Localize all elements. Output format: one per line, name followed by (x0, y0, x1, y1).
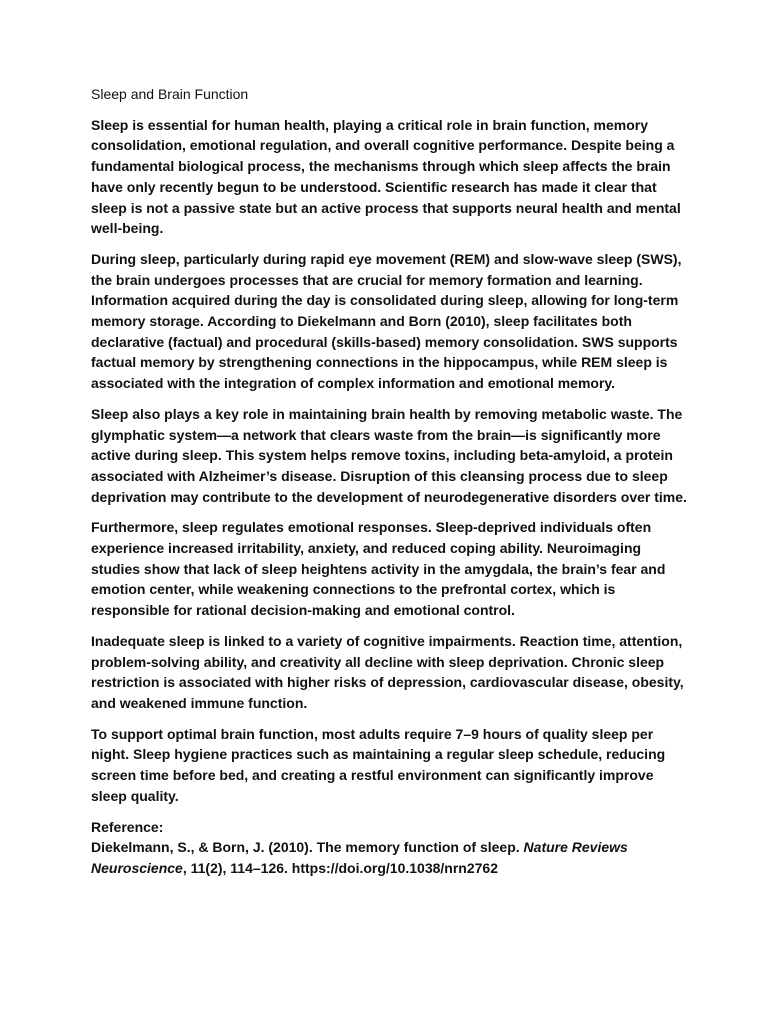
paragraph-recommendations: To support optimal brain function, most adults require 7–9 hours of quality sleep per night. Sleep hygiene practices such as maintaining a regular sleep schedule, reducing screen time before bed, and creating a restful environment can significantly improve sleep quality. (91, 725, 666, 804)
reference-citation (91, 837, 691, 878)
reference-authors-title: Diekelmann, S., & Born, J. (2010). The memory function of sleep. (91, 839, 524, 856)
paragraph-emotion: Furthermore, sleep regulates emotional responses. Sleep-deprived individuals often experience increased irritability, anxiety, and reduced coping ability. Neuroimaging studies show that lack of sleep heightens activity in the amygdala, the brain’s fear and emotion center, while weakening connections to the prefrontal cortex, which is responsible for rational decision-making and emotional control. (91, 519, 666, 619)
document-page (91, 84, 691, 879)
paragraph-cognitive: Inadequate sleep is linked to a variety of cognitive impairments. Reaction time, attention, problem-solving ability, and creativity all decline with sleep deprivation. Chronic sleep restriction is associated with higher risks of depression, cardiovascular disease, obesity, and weakened immune function. (91, 632, 684, 711)
reference-details: , 11(2), 114–126. https://doi.org/10.1038/nrn2762 (182, 859, 498, 876)
reference-label: Reference: (91, 818, 164, 835)
document-title: Sleep and Brain Function (91, 86, 249, 102)
paragraph-memory: During sleep, particularly during rapid eye movement (REM) and slow-wave sleep (SWS), the brain undergoes processes that are crucial for memory formation and learning. Information acquired during the day is consolidated during sleep, allowing for long-term memory storage. According to Diekelmann and Born (2010), sleep facilitates both declarative (factual) and procedural (skills-based) memory consolidation. SWS supports factual memory by strengthening connections in the hippocampus, while REM sleep is associated with the integration of complex information and emotional memory. (91, 250, 682, 392)
reference-journal: Nature Reviews Neuroscience (91, 839, 628, 876)
paragraph-intro: Sleep is essential for human health, playing a critical role in brain function, memory consolidation, emotional regulation, and overall cognitive performance. Despite being a fundamental biological process, the mechanisms through which sleep affects the brain have only recently begun to be understood. Scientific research has made it clear that sleep is not a passive state but an active process that supports neural health and mental well-being. (91, 116, 681, 237)
paragraph-glymphatic: Sleep also plays a key role in maintaining brain health by removing metabolic waste. The glymphatic system—a network that clears waste from the brain—is significantly more active during sleep. This system helps remove toxins, including beta-amyloid, a protein associated with Alzheimer’s disease. Disruption of this cleansing process due to sleep deprivation may contribute to the development of neurodegenerative disorders over time. (91, 405, 687, 505)
